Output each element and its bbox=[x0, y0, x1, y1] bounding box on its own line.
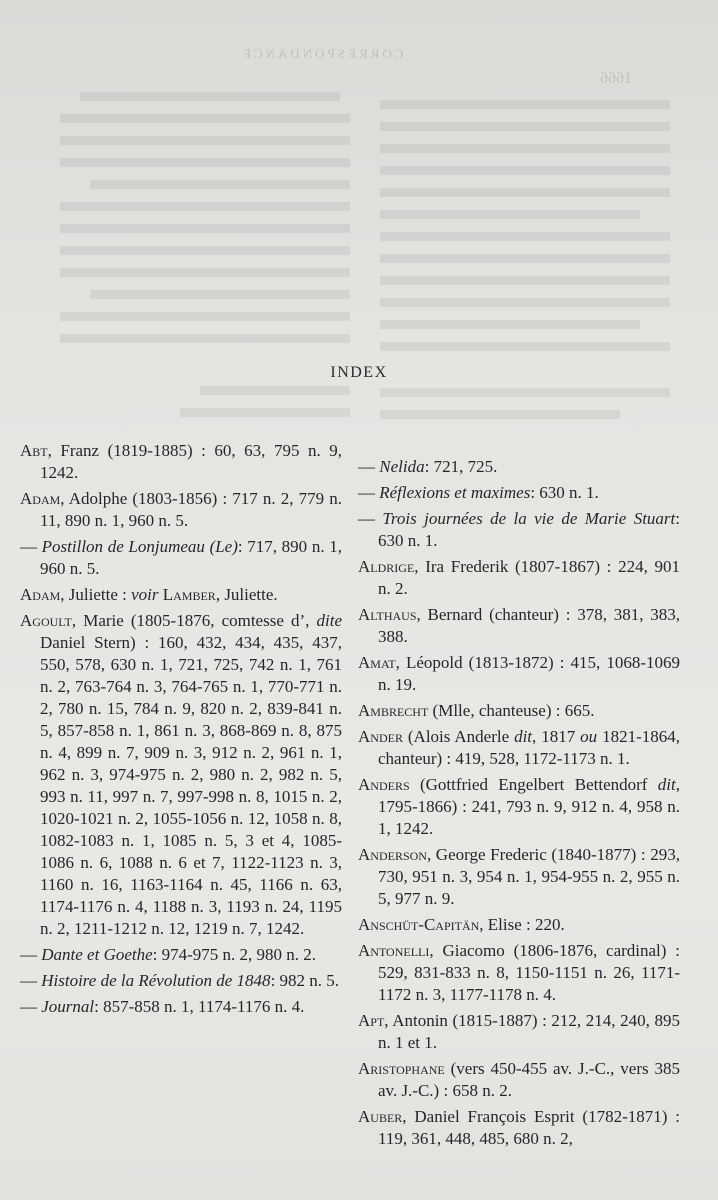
entry-text: , 1817 bbox=[532, 727, 581, 746]
bleed-through-page-number: 1666 bbox=[600, 70, 632, 87]
entry-work-title: Postillon de Lonjumeau (Le) bbox=[41, 537, 238, 556]
index-entry bbox=[358, 700, 680, 722]
index-entry bbox=[358, 482, 680, 504]
entry-surname: Althaus bbox=[358, 605, 417, 624]
bleed-through-header: CORRESPONDANCE bbox=[240, 46, 404, 61]
entry-text: (Alois Anderle bbox=[402, 727, 515, 746]
index-entry bbox=[20, 440, 342, 484]
entry-surname: Ander bbox=[358, 727, 403, 746]
entry-text: , Adolphe (1803-1856) : 717 n. 2, 779 n. 11, 890 n. 1, 960 n. 5. bbox=[40, 489, 342, 530]
entry-text: : 857-858 n. 1, 1174-1176 n. 4. bbox=[94, 997, 305, 1016]
entry-text: (vers 450-455 av. J.-C., vers 385 av. J.-C.) : 658 n. 2. bbox=[378, 1059, 680, 1100]
index-entry bbox=[20, 610, 342, 940]
index-entry bbox=[358, 774, 680, 840]
entry-surname: Apt bbox=[358, 1011, 385, 1030]
entry-text: : 974-975 n. 2, 980 n. 2. bbox=[152, 945, 317, 964]
index-entry bbox=[20, 488, 342, 532]
entry-work-title: Journal bbox=[41, 997, 95, 1016]
index-entry bbox=[358, 556, 680, 600]
index-entry bbox=[358, 604, 680, 648]
entry-dash: — bbox=[20, 537, 42, 556]
entry-dash: — bbox=[20, 971, 42, 990]
index-entry bbox=[20, 536, 342, 580]
entry-surname: Anschüt-Capitän bbox=[358, 915, 480, 934]
entry-surname: Agoult bbox=[20, 611, 72, 630]
entry-text: (Gottfried Engelbert Bettendorf bbox=[409, 775, 658, 794]
index-entry bbox=[358, 1106, 680, 1150]
index-entry bbox=[20, 996, 342, 1018]
entry-work-title: Dante et Goethe bbox=[41, 945, 153, 964]
index-left-column bbox=[20, 440, 342, 1022]
entry-surname: Ambrecht bbox=[358, 701, 429, 720]
entry-dash: — bbox=[358, 457, 380, 476]
entry-text: (Mlle, chanteuse) : 665. bbox=[428, 701, 595, 720]
entry-surname: Anders bbox=[358, 775, 410, 794]
entry-surname: Adam bbox=[20, 489, 61, 508]
entry-text: , Ira Frederik (1807-1867) : 224, 901 n. 2. bbox=[378, 557, 680, 598]
entry-surname: Anderson bbox=[358, 845, 427, 864]
index-entry bbox=[20, 584, 342, 606]
entry-dash: — bbox=[358, 483, 380, 502]
entry-surname: Lamber bbox=[162, 585, 216, 604]
index-entry bbox=[358, 914, 680, 936]
entry-work-title: Réflexions et maximes bbox=[379, 483, 531, 502]
entry-surname: Aldrige bbox=[358, 557, 415, 576]
index-heading: INDEX bbox=[330, 364, 388, 381]
index-entry bbox=[358, 652, 680, 696]
entry-work-title: Trois journées de la vie de Marie Stuart bbox=[382, 509, 676, 528]
entry-text: , George Frederic (1840-1877) : 293, 730, 951 n. 3, 954 n. 1, 954-955 n. 2, 955 n. 5, 977 n. 9. bbox=[378, 845, 680, 908]
index-entry bbox=[358, 940, 680, 1006]
entry-text: 1821-1864, chanteur) : 419, 528, 1172-1173 n. 1. bbox=[378, 727, 680, 768]
entry-surname: Auber bbox=[358, 1107, 403, 1126]
index-entry bbox=[358, 844, 680, 910]
entry-italic: ou bbox=[580, 727, 598, 746]
entry-work-title: Nelida bbox=[379, 457, 425, 476]
entry-text: : 721, 725. bbox=[424, 457, 498, 476]
index-right-column bbox=[358, 456, 680, 1154]
entry-text: : 717, 890 n. 1, 960 n. 5. bbox=[40, 537, 342, 578]
entry-italic: dit bbox=[514, 727, 533, 746]
index-entry bbox=[358, 726, 680, 770]
entry-surname: Adam bbox=[20, 585, 61, 604]
entry-dash: — bbox=[20, 945, 42, 964]
index-entry bbox=[358, 1010, 680, 1054]
entry-dash: — bbox=[20, 997, 42, 1016]
entry-text: : 630 n. 1. bbox=[530, 483, 599, 502]
entry-surname: Antonelli bbox=[358, 941, 430, 960]
entry-text: : 982 n. 5. bbox=[270, 971, 340, 990]
entry-text: , Juliette. bbox=[215, 585, 278, 604]
entry-dash: — bbox=[358, 509, 383, 528]
entry-text: , Daniel François Esprit (1782-1871) : 119, 361, 448, 485, 680 n. 2, bbox=[378, 1107, 680, 1148]
entry-italic: dite bbox=[316, 611, 342, 630]
entry-italic: dit bbox=[657, 775, 676, 794]
index-entry bbox=[358, 456, 680, 478]
entry-text: , Bernard (chanteur) : 378, 381, 383, 388. bbox=[378, 605, 680, 646]
entry-text: Daniel Stern) : 160, 432, 434, 435, 437, 550, 578, 630 n. 1, 721, 725, 742 n. 1, 761 n. 2, 763-764 n. 3, 764-765 n. 1, 770-771 n. 2, 780 n. 15, 784 n. 9, 820 n. 2, 839-841 n. 5, 857-858 n. 1, 861 n. 3, 868-869 n. 8, 875 n. 4, 899 n. 7, 909 n. 3, 912 n. 2, 961 n. 1, 962 n. 3, 974-975 n. 2, 980 n. 2, 982 n. 5, 993 n. 11, 997 n. 7, 997-998 n. 8, 1015 n. 2, 1020-1021 n. 2, 1055-1056 n. 12, 1058 n. 8, 1082-1083 n. 1, 1085 n. 5, 3 et 4, 1085-1086 n. 6, 1088 n. 6 et 7, 1122-1123 n. 3, 1160 n. 16, 1163-1164 n. 45, 1166 n. 63, 1174-1176 n. 4, 1188 n. 3, 1193 n. 24, 1195 n. 2, 1211-1212 n. 12, 1219 n. 7, 1242. bbox=[40, 633, 342, 938]
entry-text: , Franz (1819-1885) : 60, 63, 795 n. 9, 1242. bbox=[40, 441, 342, 482]
index-entry bbox=[358, 508, 680, 552]
entry-text: , Giacomo (1806-1876, cardinal) : 529, 831-833 n. 8, 1150-1151 n. 26, 1171-1172 n. 3, 1177-1178 n. 4. bbox=[378, 941, 680, 1004]
index-entry bbox=[358, 1058, 680, 1102]
index-entry bbox=[20, 944, 342, 966]
entry-work-title: Histoire de la Révolution de 1848 bbox=[41, 971, 271, 990]
entry-italic: voir bbox=[131, 585, 159, 604]
entry-text: , Marie (1805-1876, comtesse d’, bbox=[71, 611, 317, 630]
entry-text: , Juliette : bbox=[60, 585, 132, 604]
entry-surname: Aristophane bbox=[358, 1059, 445, 1078]
entry-surname: Amat bbox=[358, 653, 396, 672]
index-entry bbox=[20, 970, 342, 992]
entry-text: , 1795-1866) : 241, 793 n. 9, 912 n. 4, 958 n. 1, 1242. bbox=[378, 775, 680, 838]
entry-surname: Abt bbox=[20, 441, 48, 460]
entry-text: , Léopold (1813-1872) : 415, 1068-1069 n. 19. bbox=[378, 653, 680, 694]
entry-text: , Elise : 220. bbox=[479, 915, 565, 934]
entry-text: : 630 n. 1. bbox=[378, 509, 681, 550]
entry-text: , Antonin (1815-1887) : 212, 214, 240, 895 n. 1 et 1. bbox=[378, 1011, 680, 1052]
